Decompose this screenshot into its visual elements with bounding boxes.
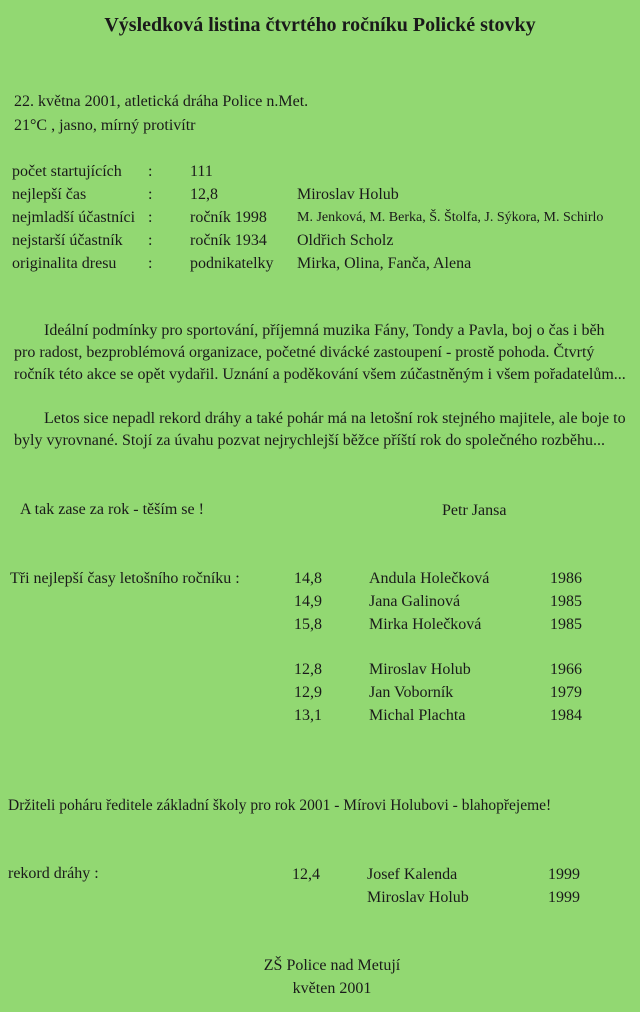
stat-colon: :	[148, 255, 153, 272]
stat-value: 12,8	[190, 186, 218, 203]
result-year: 1984	[550, 707, 582, 724]
record-holder-name: Miroslav Holub	[367, 889, 469, 906]
result-year: 1979	[550, 684, 582, 701]
paragraph-1: Ideální podmínky pro sportování, příjemná muzika Fány, Tondy a Pavla, boj o čas i běh pro radost, bezproblémová organizace, početné divácké zastoupení - prostě pohoda. Čtvrtý ročník této akce se opět vydařil. Uznání a poděkování všem zúčastněným i všem pořadatelům...	[14, 322, 626, 383]
best-times-label: Tři nejlepší časy letošního ročníku :	[10, 570, 240, 587]
result-year: 1986	[550, 570, 582, 587]
record-holder-year: 1999	[548, 866, 580, 883]
stat-extra: Miroslav Holub	[297, 186, 399, 203]
result-time: 15,8	[294, 616, 322, 633]
footer-date: květen 2001	[292, 980, 372, 997]
result-name: Michal Plachta	[369, 707, 466, 724]
result-time: 12,9	[294, 684, 322, 701]
result-name: Andula Holečková	[369, 570, 490, 587]
result-name: Jana Galinová	[369, 593, 461, 610]
stat-extra: Mirka, Olina, Fanča, Alena	[297, 255, 472, 272]
stat-value: ročník 1934	[190, 232, 267, 249]
record-holder-name: Josef Kalenda	[367, 866, 458, 883]
result-time: 14,8	[294, 570, 322, 587]
record-label: rekord dráhy :	[8, 865, 99, 882]
signature: Petr Jansa	[442, 502, 507, 519]
paragraph-2: Letos sice nepadl rekord dráhy a také pohár má na letošní rok stejného majitele, ale boje to byly vyrovnané. Stojí za úvahu pozvat nejrychlejší běžce příští rok do společného rozběhu...	[14, 410, 626, 449]
footer-school: ZŠ Police nad Metují	[263, 957, 401, 974]
stat-label: originalita dresu	[12, 255, 117, 272]
stat-label: nejlepší čas	[12, 186, 87, 203]
result-year: 1985	[550, 616, 582, 633]
stat-extra: Oldřich Scholz	[297, 232, 394, 249]
stat-label: nejstarší účastník	[12, 232, 123, 249]
result-name: Jan Voborník	[369, 684, 454, 701]
stat-value: podnikatelky	[190, 255, 274, 272]
stat-value: 111	[190, 163, 213, 180]
stat-extra: M. Jenková, M. Berka, Š. Štolfa, J. Sýkora, M. Schirlo	[297, 210, 604, 225]
result-time: 14,9	[294, 593, 322, 610]
page-title: Výsledková listina čtvrtého ročníku Polické stovky	[104, 14, 536, 36]
stat-colon: :	[148, 163, 153, 180]
stat-label: počet startujících	[12, 163, 122, 180]
result-name: Mirka Holečková	[369, 616, 482, 633]
record-time: 12,4	[292, 866, 320, 883]
record-holder-year: 1999	[548, 889, 580, 906]
event-weather: 21°C , jasno, mírný protivítr	[14, 117, 196, 134]
result-year: 1985	[550, 593, 582, 610]
result-time: 12,8	[294, 661, 322, 678]
event-date-place: 22. května 2001, atletická dráha Police n.Met.	[14, 93, 309, 110]
cup-winner-line: Držiteli poháru ředitele základní školy pro rok 2001 - Mírovi Holubovi - blahopřejeme!	[8, 797, 552, 814]
result-name: Miroslav Holub	[369, 661, 471, 678]
stat-colon: :	[148, 232, 153, 249]
stat-colon: :	[148, 186, 153, 203]
stat-value: ročník 1998	[190, 209, 267, 226]
result-time: 13,1	[294, 707, 322, 724]
closing-line: A tak zase za rok - těším se !	[20, 501, 204, 518]
stat-colon: :	[148, 209, 153, 226]
stat-label: nejmladší účastníci	[12, 209, 136, 226]
result-year: 1966	[550, 661, 582, 678]
